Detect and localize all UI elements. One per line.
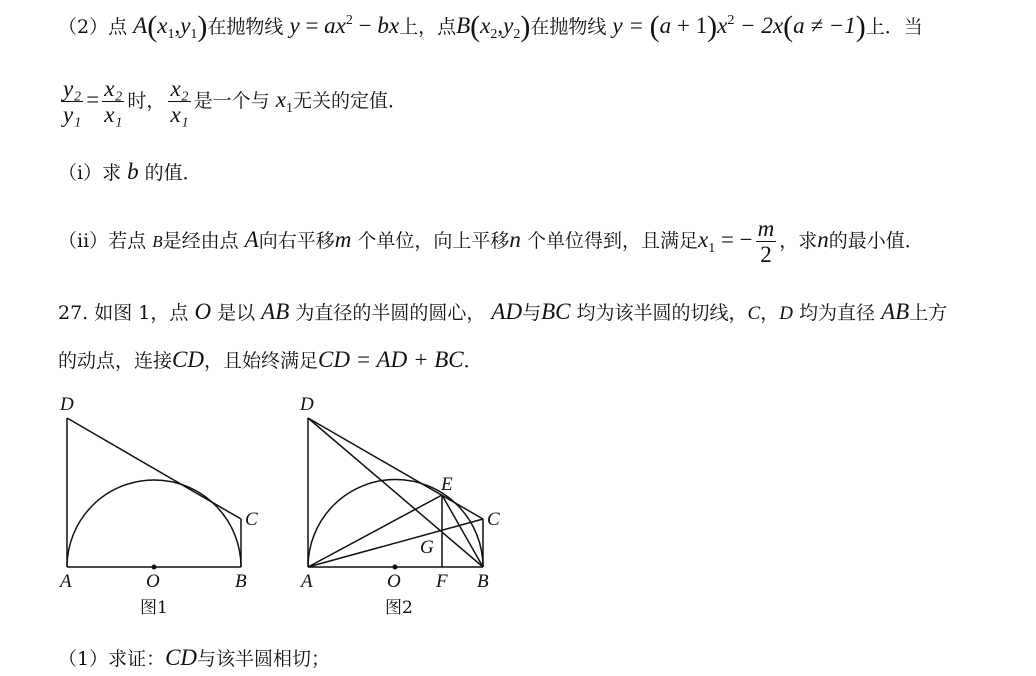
comma: , [174,13,181,38]
q27-line1 [58,300,947,323]
q27-t1: 是以 [217,302,256,324]
eq1-sup: 2 [345,13,353,28]
qii-x1: x [697,226,709,252]
fig2-line-eb [442,495,483,567]
x1-ref-sub: 1 [285,100,293,116]
fig2-label-a: A [301,571,313,592]
qii-eq: = − [715,226,753,252]
fig1-label-b: B [235,571,247,592]
eq2-ne: a ≠ −1 [793,13,856,38]
q2-text-shang: 上，点 [399,16,457,38]
y1-sub: 1 [190,27,198,42]
frac2-num: x₂ [104,76,123,101]
fig2-line-ac [308,519,483,567]
eq2-minus2x: − 2x [734,13,784,38]
q1-cd: CD [165,645,198,670]
fig2-center-dot [393,565,398,570]
fig2-label-d: D [300,394,314,415]
qi-label: （i）求 [58,162,122,184]
qii-t3: 个单位，向上平移 [357,229,510,252]
q27-t5: 均为直径 [799,302,876,324]
qii-line [58,216,924,268]
x1-var: x [157,13,168,38]
q2-text-dian: 点 [108,16,128,38]
qii-label: （ii）若点 [58,229,147,252]
q27-line2-a: 的动点，连接 [58,350,173,372]
frac1-den: y₁ [63,102,82,128]
point-a: A [133,13,148,38]
paren-open-b: ( [470,10,481,43]
q27-line2-b: ，且始终满足 [203,350,318,372]
qi-b: b [127,159,139,184]
eq1-eq: = [299,13,325,38]
fig1-label-o: O [146,571,160,592]
frac3-num: x₂ [170,76,189,101]
q27-t6: 上方 [909,302,948,324]
qii-frac-den: 2 [760,242,772,268]
fig2-label-f: F [436,571,448,592]
frac-y2-y1 [61,76,83,128]
frac1-num: y₂ [63,76,82,101]
eq-sign: = [86,86,100,112]
qii-frac-num: m [757,216,775,241]
q27-eq: CD = AD + BC [317,347,464,372]
q27-ab: AB [261,299,290,324]
eq1-minus: − [352,13,378,38]
q2-text-dang: 上．当 [865,16,923,38]
frac-x2-x1-b [168,76,190,128]
q1-rest: 与该半圆相切； [197,648,331,670]
qii-a: A [244,226,259,252]
eq1-bx: bx [377,13,400,38]
qii-b: B [152,231,163,251]
eq2-plus1: + 1 [671,13,708,38]
q27-period: ． [463,350,483,372]
x2-var: x [480,13,491,38]
qii-n2: n [817,226,829,252]
eq2-part1: y = [612,13,650,38]
x2-sub: 2 [490,27,498,42]
q27-comma: ， [760,302,780,324]
x1-ref: x [275,86,286,112]
fig2-label-e: E [441,474,453,495]
frac3-den: x₁ [170,102,189,128]
qii-t2: 向右平移 [258,229,335,252]
q1-label: （1）求证： [58,648,166,670]
q27-ab2: AB [881,299,910,324]
q27-c: C [747,303,761,324]
q27-bc: BC [541,299,571,324]
qii-t1: 是经由点 [162,229,239,252]
comma-b: , [497,13,504,38]
q27-line2 [58,348,483,371]
q27-num: 27. 如图 1，点 [58,302,189,324]
q2-text-zai1: 在抛物线 [207,16,284,38]
q27-cd: CD [172,347,204,372]
q2-line2 [58,76,407,128]
qii-m: m [334,226,352,252]
eq1-y: y [289,13,300,38]
qii-t6: 的最小值． [828,229,924,252]
eq2-sup: 2 [727,13,735,28]
fig2-caption: 图2 [385,598,413,618]
q2-line1 [58,12,923,42]
qii-n: n [509,226,521,252]
fig2-label-o: O [387,571,401,592]
point-b: B [456,13,471,38]
fig2-label-g: G [420,537,434,558]
fig1-label-d: D [60,394,74,415]
qii-frac [756,216,777,268]
x1-sub: 1 [167,27,175,42]
q2-text-shi: 时， [127,89,166,112]
fig1-label-c: C [245,509,258,530]
fig1-center-dot [152,565,157,570]
fig1-label-a: A [60,571,72,592]
eq2-a: a [659,13,672,38]
frac-x2-x1 [102,76,124,128]
qii-x1-sub: 1 [708,240,716,256]
fig1-semicircle [67,480,241,567]
eq2-paren2-open: ( [783,10,794,43]
q27-t4: 均为该半圆的切线， [576,302,748,324]
y1-var: y [180,13,191,38]
q27-t2: 为直径的半圆的圆心， [295,302,486,324]
q27-ad: AD [491,299,523,324]
eq2-x: x [717,13,728,38]
y2-var: y [503,13,514,38]
eq2-paren2-close: ) [855,10,866,43]
qi-line [58,160,202,183]
eq2-paren-open: ( [649,10,660,43]
fig2-label-b: B [477,571,489,592]
qi-rest: 的值． [144,162,202,184]
q27-d: D [779,303,793,324]
q2-label: （2） [58,16,109,38]
q27-t3: 与 [522,302,542,324]
eq2-paren-close: ) [707,10,718,43]
eq1-ax: ax [324,13,346,38]
y2-sub: 2 [513,27,521,42]
qii-t4: 个单位得到，且满足 [526,229,698,252]
paren-open: ( [147,10,158,43]
frac2-den: x₁ [104,102,123,128]
paren-close: ) [197,10,208,43]
fig2-line-db [308,418,483,567]
figure-2 [290,385,520,625]
paren-close-b: ) [520,10,531,43]
fig1-caption: 图1 [140,598,168,618]
q2-text-zai2: 在抛物线 [530,16,607,38]
q1-line [58,646,330,669]
fig2-label-c: C [487,509,500,530]
qii-t5: ，求 [779,229,818,252]
q27-o: O [194,299,212,324]
figure-1 [0,385,280,625]
q2-text-wuguan: 无关的定值． [292,89,407,112]
q2-text-dingzhi: 是一个与 [193,89,270,112]
